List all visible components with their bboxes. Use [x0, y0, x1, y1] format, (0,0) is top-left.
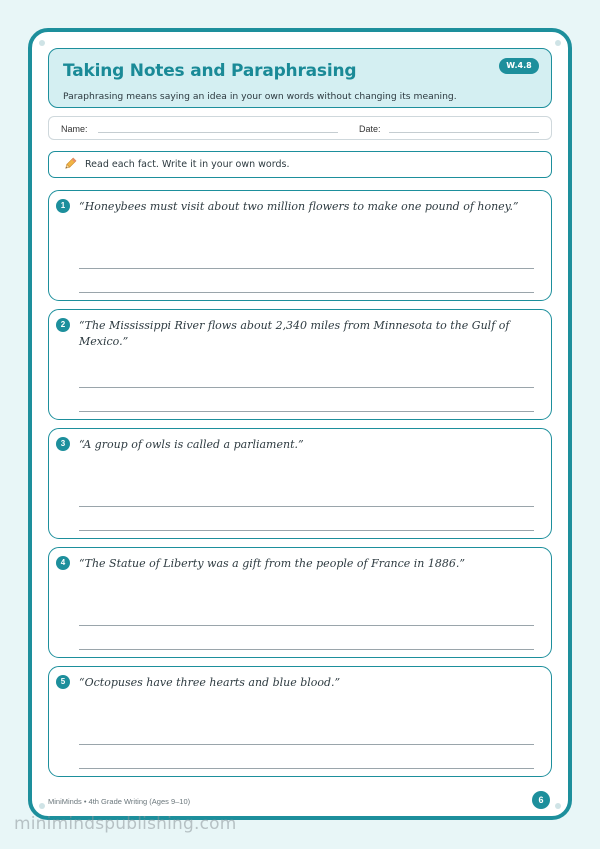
answer-line[interactable]	[79, 268, 534, 269]
name-field[interactable]	[98, 132, 338, 133]
corner-dot	[555, 40, 561, 46]
page-title: Taking Notes and Paraphrasing	[63, 61, 357, 81]
answer-line[interactable]	[79, 292, 534, 293]
pencil-icon	[63, 157, 77, 171]
corner-dot	[39, 40, 45, 46]
page-subtitle: Paraphrasing means saying an idea in your own words without changing its meaning.	[63, 91, 457, 102]
standard-badge: W.4.8	[499, 58, 539, 74]
question-text: “Honeybees must visit about two million flowers to make one pound of honey.”	[79, 200, 519, 213]
name-date-row	[48, 116, 552, 140]
corner-dot	[555, 803, 561, 809]
question-number: 1	[56, 199, 70, 213]
question-card	[48, 666, 552, 777]
footer-text: MiniMinds • 4th Grade Writing (Ages 9–10)	[48, 797, 191, 806]
answer-line[interactable]	[79, 768, 534, 769]
instructions-box	[48, 151, 552, 178]
answer-line[interactable]	[79, 744, 534, 745]
answer-line[interactable]	[79, 387, 534, 388]
question-number: 5	[56, 675, 70, 689]
answer-line[interactable]	[79, 649, 534, 650]
question-text: “A group of owls is called a parliament.”	[79, 438, 304, 451]
question-number: 2	[56, 318, 70, 332]
question-card	[48, 190, 552, 301]
question-text: “The Mississippi River flows about 2,340 miles from Minnesota to the Gulf of Mexico.”	[79, 319, 510, 348]
date-label: Date:	[359, 124, 381, 134]
question-number: 3	[56, 437, 70, 451]
name-label: Name:	[61, 124, 88, 134]
question-number: 4	[56, 556, 70, 570]
answer-line[interactable]	[79, 411, 534, 412]
answer-line[interactable]	[79, 625, 534, 626]
question-text: “The Statue of Liberty was a gift from the people of France in 1886.”	[79, 557, 465, 570]
instructions-text: Read each fact. Write it in your own words.	[85, 159, 290, 170]
header-box	[48, 48, 552, 108]
watermark: minimindspublishing.com	[14, 814, 237, 834]
question-card	[48, 428, 552, 539]
answer-line[interactable]	[79, 530, 534, 531]
question-card	[48, 547, 552, 658]
answer-line[interactable]	[79, 506, 534, 507]
date-field[interactable]	[389, 132, 539, 133]
question-text: “Octopuses have three hearts and blue blood.”	[79, 676, 341, 689]
page-number: 6	[532, 791, 550, 809]
question-card	[48, 309, 552, 420]
corner-dot	[39, 803, 45, 809]
